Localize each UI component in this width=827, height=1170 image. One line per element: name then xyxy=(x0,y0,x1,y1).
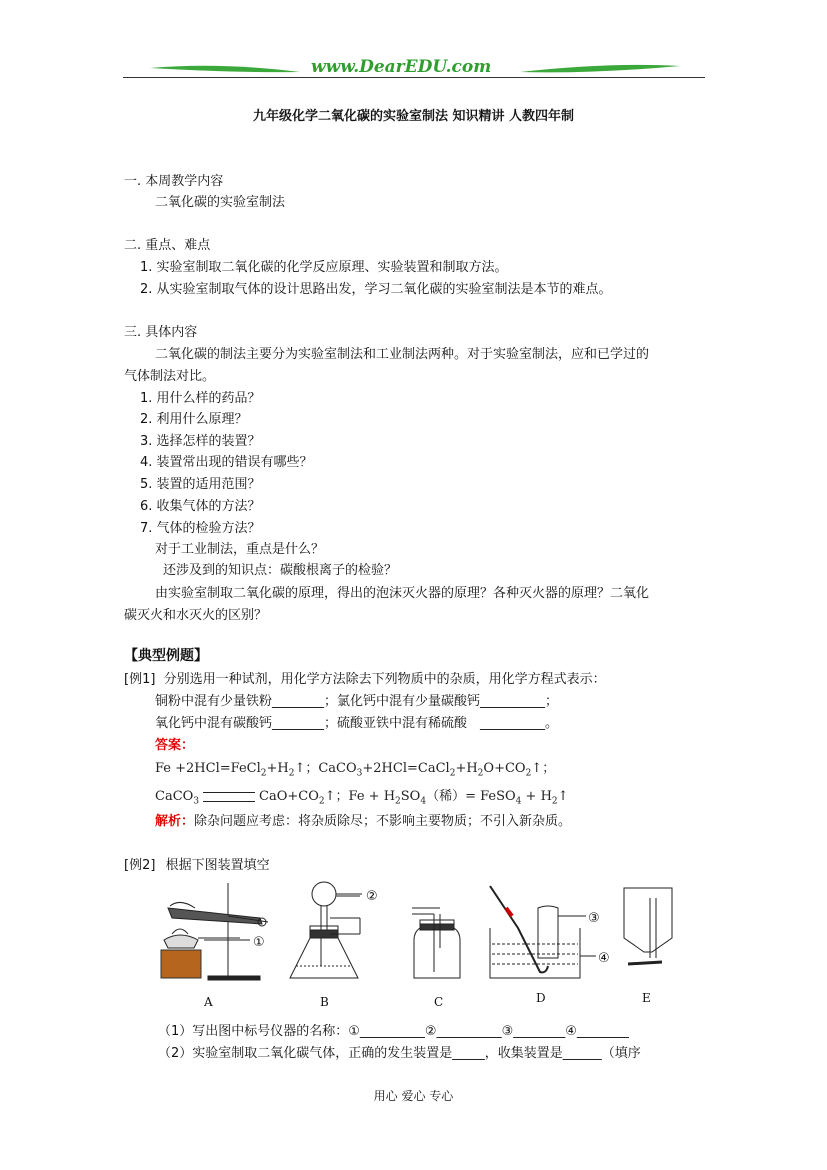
equation-2: CaCO$_3$ $CaO+CO_2↑$；$Fe + H_2SO_4$（稀）= FeSO$_4$ + $H_2↑$ xyxy=(155,789,569,807)
example-1-label: [例1] xyxy=(124,672,156,687)
section-2-item: 1. 实验室制取二氧化碳的化学反应原理、实验装置和制取方法。 xyxy=(140,260,508,275)
analysis-label: 解析： xyxy=(155,814,195,829)
marker-3: ③ xyxy=(588,911,600,926)
marker-4: ④ xyxy=(598,951,610,966)
section-3-heading: 三. 具体内容 xyxy=(124,325,198,340)
section-3-para2-cont: 碳灭火和水灭火的区别？ xyxy=(124,608,268,623)
analysis-text: 除杂问题应考虑：将杂质除尽；不影响主要物质；不引入新杂质。 xyxy=(194,814,572,829)
apparatus-e xyxy=(624,888,672,964)
examples-heading: 【典型例题】 xyxy=(124,648,208,664)
question-item: 2. 利用什么原理？ xyxy=(140,412,248,427)
example-2-label: [例2] xyxy=(124,858,156,873)
apparatus-label-a: A xyxy=(204,995,213,1009)
question-item: 5. 装置的适用范围？ xyxy=(140,477,261,492)
apparatus-label-b: B xyxy=(320,995,329,1009)
apparatus-c xyxy=(412,908,460,978)
example-2-q1: （1）写出图中标号仪器的名称：①__________②__________③________④________ xyxy=(158,1024,629,1039)
apparatus-label-d: D xyxy=(536,991,546,1005)
section-2-item: 2. 从实验室制取气体的设计思路出发，学习二氧化碳的实验室制法是本节的难点。 xyxy=(140,282,612,297)
apparatus-d xyxy=(490,886,580,978)
example-1-text: 分别选用一种试剂，用化学方法除去下列物质中的杂质，用化学方程式表示： xyxy=(163,672,606,687)
page-footer: 用心 爱心 专心 xyxy=(373,1089,454,1103)
page-title: 九年级化学二氧化碳的实验室制法 知识精讲 人教四年制 xyxy=(252,109,575,124)
section-1-heading: 一. 本周教学内容 xyxy=(124,174,224,189)
marker-2: ② xyxy=(366,889,378,904)
answer-label: 答案： xyxy=(155,738,195,753)
question-item: 1. 用什么样的药品？ xyxy=(140,391,261,406)
marker-1: ① xyxy=(253,935,265,950)
example-1-line-2: 氧化钙中混有碳酸钙________；硫酸亚铁中混有稀硫酸 __________。 xyxy=(155,716,559,731)
example-2-q2: （2）实验室制取二氧化碳气体，正确的发生装置是_____，收集装置是______（填序 xyxy=(158,1046,641,1061)
question-item: 3. 选择怎样的装置？ xyxy=(140,434,261,449)
example-1-question xyxy=(124,668,606,687)
apparatus-label-e: E xyxy=(642,991,651,1005)
apparatus-label-c: C xyxy=(434,995,444,1009)
section-1-content: 二氧化碳的实验室制法 xyxy=(155,195,286,210)
section-2-heading: 二. 重点、难点 xyxy=(124,238,211,253)
question-item: 7. 气体的检验方法？ xyxy=(140,521,261,536)
section-3-para2: 由实验室制取二氧化碳的原理，得出的泡沫灭火器的原理？各种灭火器的原理？二氧化 xyxy=(155,586,650,601)
equation-1: $Fe +2HCl=FeCl_2+H_2↑$；$CaCO_3+2HCl=CaCl_2+H_2O+CO_2↑$； xyxy=(155,761,556,779)
apparatus-a xyxy=(161,883,268,980)
knowledge-point: 还涉及到的知识点：碳酸根离子的检验？ xyxy=(163,563,398,578)
industry-question: 对于工业制法，重点是什么？ xyxy=(155,542,325,557)
example-2-text: 根据下图装置填空 xyxy=(165,858,270,873)
section-3-para-cont: 气体制法对比。 xyxy=(124,369,216,384)
reaction-arrow-icon xyxy=(203,792,255,802)
header-divider xyxy=(123,77,705,78)
apparatus-diagram xyxy=(150,878,680,1018)
question-item: 4. 装置常出现的错误有哪些？ xyxy=(140,455,313,470)
analysis-line xyxy=(155,810,571,829)
logo-text[interactable]: www.DearEDU.com xyxy=(311,57,492,77)
example-2-question xyxy=(124,854,270,873)
section-3-para: 二氧化碳的制法主要分为实验室制法和工业制法两种。对于实验室制法，应和已学过的 xyxy=(155,347,650,362)
question-item: 6. 收集气体的方法？ xyxy=(140,499,261,514)
example-1-line-1: 铜粉中混有少量铁粉________；氯化钙中混有少量碳酸钙__________； xyxy=(155,694,559,709)
